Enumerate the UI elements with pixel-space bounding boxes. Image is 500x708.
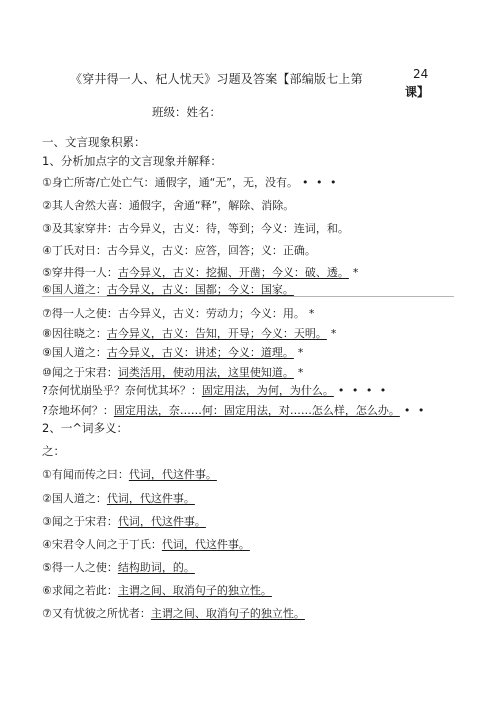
item-prompt: ⑥国人道之： — [42, 283, 107, 296]
divider — [42, 296, 454, 297]
item-prompt: ⑥求闻之若此： — [42, 584, 118, 597]
item-answer: 古今异义，古义：待，等到；今义：连词，和。 — [117, 222, 349, 235]
item-prompt: ⑨国人道之： — [42, 346, 107, 359]
list-item — [42, 244, 316, 258]
item-answer: 古今异义，古义：告知，开导；今义：天明。 — [106, 327, 327, 340]
item-prompt: ④宋君令人问之于丁氏： — [42, 538, 162, 551]
item-prompt: ?奈地坏何？： — [42, 404, 114, 417]
item-answer: 代词，代这件事。 — [117, 515, 206, 528]
item-prompt: ②国人道之： — [42, 492, 107, 505]
list-item — [42, 307, 316, 321]
item-answer: 词类活用，使动用法，这里使知道。 — [117, 366, 294, 379]
item-prompt: ⑦又有忧彼之所忧者： — [42, 607, 151, 620]
item-answer: 代词，代这件事。 — [128, 468, 217, 481]
item-prompt: ④丁氏对日： — [42, 244, 107, 257]
item-answer: 古今异义，古义：应答，回答；义：正确。 — [106, 244, 316, 257]
item-answer: 结构助词，的。 — [117, 561, 195, 574]
item-answer: 固定用法，奈……何：固定用法，对……怎么样，怎么办。 — [113, 404, 400, 417]
document-title: 《穿井得一人、杞人忧天》习题及答案【部编版七上第 — [70, 72, 363, 86]
section-heading: 2、一^词多义： — [42, 421, 128, 435]
item-answer: 古今异义，古义：劳动力；今义：用。 — [117, 307, 305, 320]
item-prompt: ②其人舍然大喜： — [42, 199, 129, 212]
item-answer: 代词，代这件事。 — [161, 538, 250, 551]
subsection-heading: 1、分析加点字的文言现象并解释： — [42, 154, 222, 168]
list-item — [42, 222, 349, 236]
item-mark: * — [297, 366, 306, 379]
item-answer: 固定用法，为何，为什么。 — [201, 384, 334, 397]
item-answer: 古今异义，古义：讲述；今义：道理。 — [106, 346, 294, 359]
item-mark: • • • • — [337, 384, 389, 397]
list-item — [42, 468, 217, 482]
item-prompt: ⑦得一人之使： — [42, 307, 118, 320]
list-item — [42, 366, 305, 380]
list-item — [42, 584, 272, 598]
item-prompt: ①身亡所寄/亡处亡气： — [42, 176, 155, 189]
list-item — [42, 346, 305, 360]
list-item — [42, 199, 294, 213]
lesson-suffix: 课】 — [405, 85, 430, 99]
list-item — [42, 176, 338, 190]
list-item — [42, 266, 360, 280]
lesson-number: 24 — [413, 67, 429, 81]
item-mark: * — [308, 307, 317, 320]
list-item — [42, 492, 195, 506]
item-answer: 通假字，通“无”，无，没有。 — [154, 176, 298, 189]
list-item — [42, 327, 338, 341]
list-item — [42, 283, 294, 297]
item-prompt: ⑩闻之于宋君： — [42, 366, 118, 379]
item-answer: 主谓之间、取消句子的独立性。 — [150, 607, 305, 620]
item-prompt: ③及其家穿井： — [42, 222, 118, 235]
list-item — [42, 384, 388, 398]
item-mark: * — [297, 346, 306, 359]
item-answer: 通假字，舍通“释”，解除、消除。 — [128, 199, 295, 212]
item-prompt: ③闻之于宋君： — [42, 515, 118, 528]
list-item — [42, 538, 250, 552]
item-answer: 主谓之间、取消句子的独立性。 — [117, 584, 272, 597]
item-prompt: ⑧因往晓之： — [42, 327, 107, 340]
item-mark: • • • — [301, 176, 339, 189]
item-prompt: ⑤得一人之使： — [42, 561, 118, 574]
list-item — [42, 561, 195, 575]
section-heading: 一、文言现象积累： — [42, 135, 146, 149]
item-answer: 古今异义，古义：国都；今义：国家。 — [106, 283, 294, 296]
word-heading: 之： — [42, 444, 65, 458]
class-name-line: 班级：姓名： — [152, 105, 221, 119]
item-mark: * — [352, 266, 361, 279]
item-prompt: ①有闻而传之曰： — [42, 468, 129, 481]
item-prompt: ?奈何忧崩坠乎？奈何忧其坏？： — [42, 384, 202, 397]
item-prompt: ⑤穿井得一人： — [42, 266, 118, 279]
item-mark: * — [330, 327, 339, 340]
list-item — [42, 515, 206, 529]
list-item — [42, 404, 426, 418]
item-mark: • • — [403, 404, 427, 417]
item-answer: 代词，代这件事。 — [106, 492, 195, 505]
list-item — [42, 607, 305, 621]
item-answer: 古今异义，古义：挖掘、开凿；今义：破、透。 — [117, 266, 349, 279]
